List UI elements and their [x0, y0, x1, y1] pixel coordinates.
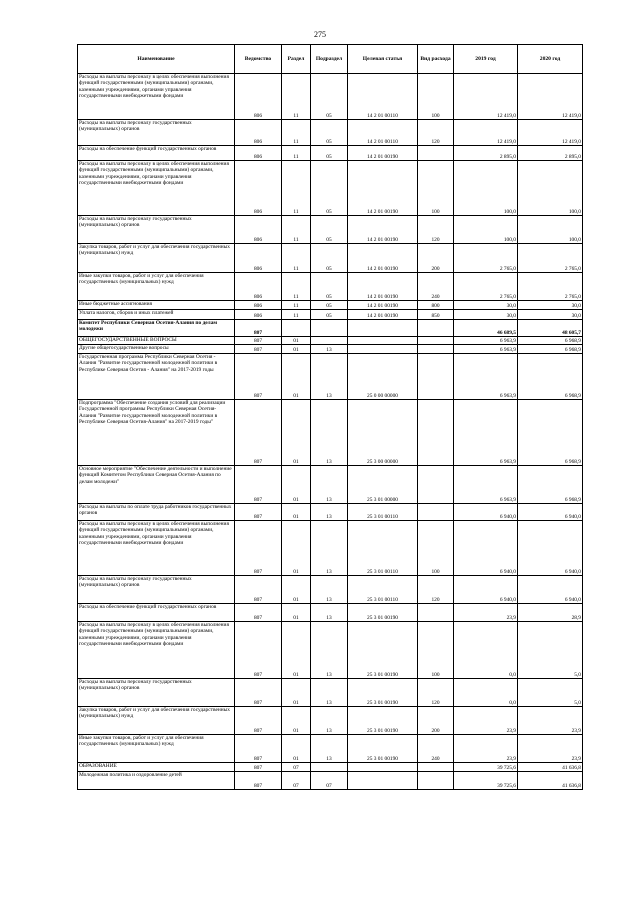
subsection-cell: 13	[311, 707, 348, 735]
table-row	[78, 74, 583, 120]
expense-type-cell: 100	[418, 622, 454, 679]
row-name-cell: Расходы на обеспечение функций государственных органов	[78, 146, 235, 161]
amount-2020-cell: 6 940,0	[518, 521, 583, 576]
department-cell: 807	[235, 576, 282, 604]
table-row	[78, 735, 583, 763]
subsection-cell: 05	[311, 216, 348, 244]
amount-2019-cell: 6 963,9	[454, 466, 518, 504]
subsection-cell: 13	[311, 735, 348, 763]
table-row	[78, 301, 583, 310]
amount-2019-cell: 6 963,9	[454, 354, 518, 400]
subsection-cell: 07	[311, 772, 348, 790]
table-row	[78, 576, 583, 604]
target-article-cell: 14 2 01 00110	[348, 74, 418, 120]
table-row	[78, 679, 583, 707]
row-name-cell: Уплата налогов, сборов и иных платежей	[78, 310, 235, 320]
department-cell: 807	[235, 622, 282, 679]
expense-type-cell	[418, 354, 454, 400]
target-article-cell: 25 3 01 00110	[348, 504, 418, 521]
section-cell: 07	[282, 763, 311, 772]
department-cell: 807	[235, 337, 282, 345]
amount-2019-cell: 23,9	[454, 735, 518, 763]
row-name-cell: Иные бюджетные ассигнования	[78, 301, 235, 310]
table-row	[78, 400, 583, 466]
department-cell: 807	[235, 735, 282, 763]
department-cell: 806	[235, 146, 282, 161]
amount-2019-cell: 39 725,6	[454, 772, 518, 790]
section-cell: 11	[282, 273, 311, 301]
amount-2020-cell: 2 895,0	[518, 146, 583, 161]
department-cell: 806	[235, 74, 282, 120]
row-name-cell: Расходы на выплаты персоналу в целях обеспечения выполнения функций государственными (муниципальными) органами, казенными учреждениями, органами управления государственными внебюджетными фондами	[78, 622, 235, 679]
expense-type-cell: 240	[418, 735, 454, 763]
expense-type-cell: 100	[418, 74, 454, 120]
department-cell: 807	[235, 707, 282, 735]
subsection-cell: 13	[311, 466, 348, 504]
amount-2020-cell: 6 968,9	[518, 400, 583, 466]
amount-2019-cell: 23,9	[454, 604, 518, 622]
target-article-cell	[348, 772, 418, 790]
amount-2019-cell: 6 940,0	[454, 504, 518, 521]
row-name-cell: Иные закупки товаров, работ и услуг для обеспечения государственных (муниципальных) нужд	[78, 735, 235, 763]
department-cell: 806	[235, 216, 282, 244]
section-cell: 01	[282, 707, 311, 735]
target-article-cell: 14 2 01 00190	[348, 244, 418, 273]
amount-2020-cell: 6 968,9	[518, 466, 583, 504]
department-cell: 806	[235, 161, 282, 216]
target-article-cell: 25 3 01 00190	[348, 604, 418, 622]
header-expense-type: Вид расхода	[418, 45, 454, 74]
amount-2019-cell: 30,0	[454, 301, 518, 310]
target-article-cell: 25 3 01 00110	[348, 576, 418, 604]
table-row	[78, 604, 583, 622]
table-row	[78, 146, 583, 161]
department-cell: 807	[235, 466, 282, 504]
section-cell: 01	[282, 679, 311, 707]
subsection-cell: 05	[311, 74, 348, 120]
table-row	[78, 337, 583, 345]
department-cell: 807	[235, 521, 282, 576]
section-cell: 01	[282, 622, 311, 679]
subsection-cell: 05	[311, 146, 348, 161]
section-cell: 11	[282, 216, 311, 244]
section-cell: 11	[282, 310, 311, 320]
row-name-cell: Расходы на выплаты по оплате труда работников государственных органов	[78, 504, 235, 521]
target-article-cell: 25 3 01 00190	[348, 707, 418, 735]
target-article-cell	[348, 345, 418, 354]
target-article-cell: 14 2 01 00190	[348, 273, 418, 301]
amount-2019-cell: 6 963,9	[454, 337, 518, 345]
row-name-cell: Расходы на выплаты персоналу государственных (муниципальных) органов	[78, 576, 235, 604]
row-name-cell: Комитет Республики Северная Осетия-Алания по делам молодежи	[78, 320, 235, 337]
amount-2020-cell: 100,0	[518, 216, 583, 244]
row-name-cell: Молодежная политика и оздоровление детей	[78, 772, 235, 790]
subsection-cell: 13	[311, 400, 348, 466]
expense-type-cell	[418, 400, 454, 466]
expense-type-cell	[418, 337, 454, 345]
amount-2019-cell: 12 419,0	[454, 74, 518, 120]
target-article-cell: 14 2 01 00110	[348, 120, 418, 146]
table-row	[78, 622, 583, 679]
table-row	[78, 521, 583, 576]
table-row	[78, 120, 583, 146]
header-year-2020: 2020 год	[518, 45, 583, 74]
table-row	[78, 354, 583, 400]
amount-2020-cell: 100,0	[518, 161, 583, 216]
department-cell: 807	[235, 400, 282, 466]
row-name-cell: Расходы на обеспечение функций государственных органов	[78, 604, 235, 622]
section-cell: 11	[282, 74, 311, 120]
row-name-cell: Подпрограмма "Обеспечение создания условий для реализации Государственной программы Республики Северная Осетия-Алания "Развитие государственной молодежной политики в Республике Северная Осетия-Алания" на 2017-2019 годы"	[78, 400, 235, 466]
section-cell: 01	[282, 576, 311, 604]
amount-2019-cell: 30,0	[454, 310, 518, 320]
target-article-cell: 14 2 01 00190	[348, 161, 418, 216]
expense-type-cell: 120	[418, 120, 454, 146]
row-name-cell: Закупка товаров, работ и услуг для обеспечения государственных (муниципальных) нужд	[78, 707, 235, 735]
amount-2019-cell: 23,9	[454, 707, 518, 735]
row-name-cell: Основное мероприятие "Обеспечение деятельности и выполнение функций Комитетом Республики Северная Осетия-Алания по делам молодежи"	[78, 466, 235, 504]
expense-type-cell	[418, 763, 454, 772]
row-name-cell: Расходы на выплаты персоналу государственных (муниципальных) органов	[78, 216, 235, 244]
department-cell: 807	[235, 504, 282, 521]
amount-2019-cell: 6 963,9	[454, 400, 518, 466]
amount-2019-cell: 100,0	[454, 216, 518, 244]
amount-2020-cell: 6 968,9	[518, 354, 583, 400]
target-article-cell	[348, 337, 418, 345]
subsection-cell: 05	[311, 120, 348, 146]
department-cell: 806	[235, 120, 282, 146]
subsection-cell: 05	[311, 161, 348, 216]
department-cell: 806	[235, 273, 282, 301]
amount-2019-cell: 2 765,0	[454, 273, 518, 301]
section-cell: 11	[282, 161, 311, 216]
subsection-cell: 13	[311, 354, 348, 400]
expense-type-cell	[418, 345, 454, 354]
table-row	[78, 345, 583, 354]
expense-type-cell	[418, 504, 454, 521]
table-row	[78, 320, 583, 337]
department-cell: 807	[235, 320, 282, 337]
section-cell: 01	[282, 521, 311, 576]
target-article-cell: 25 3 01 00190	[348, 622, 418, 679]
amount-2020-cell: 2 765,0	[518, 273, 583, 301]
table-body	[78, 74, 583, 790]
department-cell: 806	[235, 310, 282, 320]
section-cell: 01	[282, 345, 311, 354]
amount-2019-cell: 0,0	[454, 679, 518, 707]
department-cell: 807	[235, 345, 282, 354]
amount-2019-cell: 12 419,0	[454, 120, 518, 146]
target-article-cell: 25 3 00 00000	[348, 400, 418, 466]
row-name-cell: Закупка товаров, работ и услуг для обеспечения государственных (муниципальных) нужд	[78, 244, 235, 273]
amount-2020-cell: 41 636,8	[518, 763, 583, 772]
table-row	[78, 763, 583, 772]
table-row	[78, 244, 583, 273]
expense-type-cell	[418, 146, 454, 161]
row-name-cell: Расходы на выплаты персоналу в целях обеспечения выполнения функций государственными (муниципальными) органами, казенными учреждениями, органами управления государственными внебюджетными фондами	[78, 521, 235, 576]
expense-type-cell: 240	[418, 273, 454, 301]
department-cell: 807	[235, 354, 282, 400]
table-row	[78, 772, 583, 790]
section-cell	[282, 320, 311, 337]
table-header-row	[78, 45, 583, 74]
target-article-cell: 25 0 00 00000	[348, 354, 418, 400]
target-article-cell: 25 3 01 00190	[348, 679, 418, 707]
target-article-cell: 25 3 01 00190	[348, 735, 418, 763]
amount-2019-cell: 6 940,0	[454, 576, 518, 604]
header-name: Наименование	[78, 45, 235, 74]
subsection-cell	[311, 337, 348, 345]
subsection-cell: 13	[311, 345, 348, 354]
amount-2020-cell: 30,0	[518, 310, 583, 320]
table-row	[78, 466, 583, 504]
expense-type-cell	[418, 466, 454, 504]
table-row	[78, 216, 583, 244]
row-name-cell: Расходы на выплаты персоналу в целях обеспечения выполнения функций государственными (муниципальными) органами, казенными учреждениями, органами управления государственными внебюджетными фондами	[78, 161, 235, 216]
amount-2019-cell: 0,0	[454, 622, 518, 679]
amount-2020-cell: 2 765,0	[518, 244, 583, 273]
target-article-cell: 14 2 01 00190	[348, 146, 418, 161]
header-department: Ведомство	[235, 45, 282, 74]
table-row	[78, 273, 583, 301]
expense-type-cell	[418, 320, 454, 337]
amount-2020-cell: 28,9	[518, 604, 583, 622]
subsection-cell	[311, 320, 348, 337]
amount-2019-cell: 39 725,6	[454, 763, 518, 772]
amount-2020-cell: 12 419,0	[518, 74, 583, 120]
amount-2020-cell: 6 968,9	[518, 337, 583, 345]
subsection-cell: 13	[311, 622, 348, 679]
subsection-cell: 13	[311, 504, 348, 521]
expense-type-cell: 120	[418, 216, 454, 244]
section-cell: 01	[282, 504, 311, 521]
page-number: 275	[314, 30, 326, 39]
department-cell: 807	[235, 604, 282, 622]
amount-2019-cell: 2 895,0	[454, 146, 518, 161]
section-cell: 07	[282, 772, 311, 790]
department-cell: 806	[235, 301, 282, 310]
expense-type-cell: 200	[418, 244, 454, 273]
section-cell: 11	[282, 120, 311, 146]
amount-2020-cell: 5,0	[518, 679, 583, 707]
row-name-cell: Расходы на выплаты персоналу государственных (муниципальных) органов	[78, 120, 235, 146]
amount-2020-cell: 6 940,0	[518, 576, 583, 604]
budget-table	[77, 44, 583, 790]
department-cell: 807	[235, 772, 282, 790]
subsection-cell	[311, 763, 348, 772]
expense-type-cell: 200	[418, 707, 454, 735]
expense-type-cell: 850	[418, 310, 454, 320]
subsection-cell: 05	[311, 273, 348, 301]
row-name-cell: Расходы на выплаты персоналу в целях обеспечения выполнения функций государственными (муниципальными) органами, казенными учреждениями, органами управления государственными внебюджетными фондами	[78, 74, 235, 120]
row-name-cell: Государственная программа Республики Северная Осетия - Алания "Развитие государственной молодежной политики в Республике Северная Осетия - Алания" на 2017-2019 годы	[78, 354, 235, 400]
target-article-cell: 14 2 01 00190	[348, 301, 418, 310]
section-cell: 01	[282, 735, 311, 763]
amount-2020-cell: 6 968,9	[518, 345, 583, 354]
table-row	[78, 504, 583, 521]
header-section: Раздел	[282, 45, 311, 74]
amount-2020-cell: 6 940,0	[518, 504, 583, 521]
expense-type-cell: 800	[418, 301, 454, 310]
amount-2020-cell: 41 636,8	[518, 772, 583, 790]
subsection-cell: 05	[311, 244, 348, 273]
expense-type-cell	[418, 604, 454, 622]
amount-2020-cell: 48 605,7	[518, 320, 583, 337]
section-cell: 11	[282, 301, 311, 310]
target-article-cell: 25 3 01 00110	[348, 521, 418, 576]
table-row	[78, 707, 583, 735]
expense-type-cell	[418, 772, 454, 790]
subsection-cell: 13	[311, 604, 348, 622]
expense-type-cell: 100	[418, 521, 454, 576]
target-article-cell	[348, 320, 418, 337]
target-article-cell: 25 3 01 00000	[348, 466, 418, 504]
header-target-article: Целевая статья	[348, 45, 418, 74]
row-name-cell: Расходы на выплаты персоналу государственных (муниципальных) органов	[78, 679, 235, 707]
amount-2019-cell: 2 765,0	[454, 244, 518, 273]
subsection-cell: 05	[311, 310, 348, 320]
amount-2020-cell: 23,9	[518, 735, 583, 763]
subsection-cell: 13	[311, 576, 348, 604]
table-row	[78, 161, 583, 216]
row-name-cell: Другие общегосударственные вопросы	[78, 345, 235, 354]
header-year-2019: 2019 год	[454, 45, 518, 74]
section-cell: 11	[282, 146, 311, 161]
target-article-cell: 14 2 01 00190	[348, 216, 418, 244]
subsection-cell: 05	[311, 301, 348, 310]
target-article-cell	[348, 763, 418, 772]
subsection-cell: 13	[311, 679, 348, 707]
section-cell: 11	[282, 244, 311, 273]
section-cell: 01	[282, 466, 311, 504]
section-cell: 01	[282, 400, 311, 466]
amount-2019-cell: 100,0	[454, 161, 518, 216]
target-article-cell: 14 2 01 00190	[348, 310, 418, 320]
section-cell: 01	[282, 354, 311, 400]
section-cell: 01	[282, 604, 311, 622]
row-name-cell: ОБРАЗОВАНИЕ	[78, 763, 235, 772]
department-cell: 807	[235, 763, 282, 772]
department-cell: 807	[235, 679, 282, 707]
row-name-cell: ОБЩЕГОСУДАРСТВЕННЫЕ ВОПРОСЫ	[78, 337, 235, 345]
amount-2020-cell: 23,9	[518, 707, 583, 735]
table-row	[78, 310, 583, 320]
section-cell: 01	[282, 337, 311, 345]
subsection-cell: 13	[311, 521, 348, 576]
amount-2020-cell: 30,0	[518, 301, 583, 310]
expense-type-cell: 120	[418, 576, 454, 604]
amount-2019-cell: 6 940,0	[454, 521, 518, 576]
row-name-cell: Иные закупки товаров, работ и услуг для обеспечения государственных (муниципальных) нужд	[78, 273, 235, 301]
header-subsection: Подраздел	[311, 45, 348, 74]
amount-2019-cell: 46 689,5	[454, 320, 518, 337]
expense-type-cell: 100	[418, 161, 454, 216]
department-cell: 806	[235, 244, 282, 273]
expense-type-cell: 120	[418, 679, 454, 707]
amount-2019-cell: 6 963,9	[454, 345, 518, 354]
amount-2020-cell: 12 419,0	[518, 120, 583, 146]
amount-2020-cell: 5,0	[518, 622, 583, 679]
